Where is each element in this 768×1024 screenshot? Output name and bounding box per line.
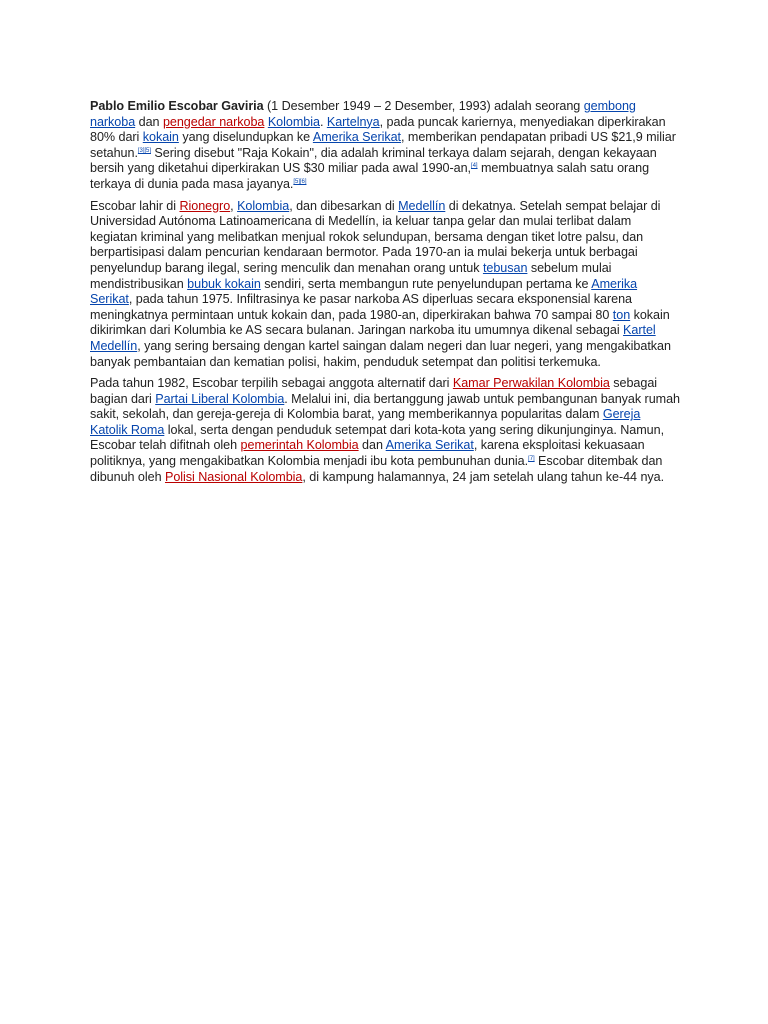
link-tebusan[interactable]: tebusan bbox=[482, 260, 528, 275]
link-ton[interactable]: ton bbox=[612, 307, 631, 322]
reference-marker bbox=[293, 179, 306, 185]
link-gembong-narkoba[interactable]: gembong narkoba bbox=[90, 99, 636, 129]
link-kolombia[interactable]: Kolombia bbox=[267, 114, 320, 129]
text: . bbox=[319, 114, 327, 129]
text: Escobar lahir di bbox=[90, 198, 180, 213]
paragraph-political-career bbox=[90, 376, 680, 485]
text: membuatnya salah satu orang terkaya di dunia pada masa jayanya. bbox=[90, 161, 650, 191]
text: , pada puncak kariernya, menyediakan diperkirakan 80% dari bbox=[90, 114, 666, 145]
text: di dekatnya. Setelah sempat belajar di Universidad Autónoma Latinoamericana di Medellín, ia keluar tanpa gelar dan mulai terlibat dalam kegiatan kriminal yang melibatkan menjual rokok selundupan, bersama dengan tiket lotre palsu, dan berpartisipasi dalam pencurian kendaraan bermotor. Pada 1970-an ia mulai bekerja untuk berbagai penyelundup barang ilegal, sering menculik dan menahan orang untuk bbox=[90, 198, 661, 275]
text: dan bbox=[135, 114, 163, 129]
paragraph-intro bbox=[90, 99, 680, 193]
link-partai-liberal-kolombia[interactable]: Partai Liberal Kolombia bbox=[155, 391, 285, 406]
text: yang diselundupkan ke bbox=[178, 130, 313, 145]
text: sendiri, serta membangun rute penyelundupan pertama ke bbox=[260, 276, 592, 291]
link-amerika-serikat[interactable]: Amerika Serikat bbox=[90, 276, 638, 307]
link-medellin[interactable]: Medellín bbox=[398, 198, 446, 213]
link-pengedar-narkoba[interactable]: pengedar narkoba bbox=[162, 114, 265, 129]
text: dan bbox=[358, 438, 386, 453]
link-bubuk-kokain[interactable]: bubuk kokain bbox=[187, 276, 261, 291]
text: , dan dibesarkan di bbox=[289, 198, 399, 213]
link-kartel-medellin[interactable]: Kartel Medellín bbox=[90, 323, 656, 353]
reference-link[interactable]: [4] bbox=[471, 163, 478, 170]
text: sebelum mulai mendistribusikan bbox=[90, 260, 612, 291]
reference-link[interactable]: [3][5] bbox=[137, 147, 151, 154]
link-amerika-serikat[interactable]: Amerika Serikat bbox=[312, 130, 402, 145]
link-kartelnya[interactable]: Kartelnya bbox=[326, 114, 380, 129]
paragraph-early-life bbox=[90, 199, 680, 371]
reference-marker bbox=[138, 148, 151, 154]
text: , memberikan pendapatan pribadi US $21,9 miliar setahun. bbox=[90, 130, 676, 160]
text: Sering disebut "Raja Kokain", dia adalah kriminal terkaya dalam sejarah, dengan kekayaan bersih yang diketahui diperkirakan US $30 miliar pada awal 1990-an, bbox=[90, 145, 657, 176]
text: kokain dikirimkan dari Kolumbia ke AS secara bulanan. Jaringan narkoba itu umumnya dikenal sebagai bbox=[90, 307, 670, 338]
link-kamar-perwakilan-kolombia[interactable]: Kamar Perwakilan Kolombia bbox=[452, 376, 610, 391]
text: Pada tahun 1982, Escobar terpilih sebagai anggota alternatif dari bbox=[90, 376, 453, 391]
reference-link[interactable]: [7] bbox=[528, 456, 535, 463]
text: , di kampung halamannya, 24 jam setelah ulang tahun ke-44 nya. bbox=[302, 469, 665, 484]
subject-name: Pablo Emilio Escobar Gaviria bbox=[90, 99, 264, 113]
link-amerika-serikat[interactable]: Amerika Serikat bbox=[385, 438, 474, 453]
reference-link[interactable]: [5][6] bbox=[293, 178, 307, 185]
text: , yang sering bersaing dengan kartel saingan dalam negeri dan luar negeri, yang mengakibatkan banyak pembantaian dan kematian polisi, hakim, penduduk setempat dan politisi terkemuka. bbox=[90, 338, 671, 369]
link-pemerintah-kolombia[interactable]: pemerintah Kolombia bbox=[240, 438, 359, 453]
text: . Melalui ini, dia bertanggung jawab untuk pembangunan banyak rumah sakit, sekolah, dan gereja-gereja di Kolombia barat, yang memberikannya popularitas dalam bbox=[90, 391, 681, 422]
link-rionegro[interactable]: Rionegro bbox=[179, 198, 231, 213]
text: , bbox=[230, 198, 238, 213]
text: sebagai bagian dari bbox=[90, 376, 658, 406]
link-polisi-nasional-kolombia[interactable]: Polisi Nasional Kolombia bbox=[164, 469, 303, 484]
link-kolombia[interactable]: Kolombia bbox=[237, 198, 290, 213]
article-body bbox=[90, 99, 680, 491]
text: , karena eksploitasi kekuasaan politiknya, yang mengakibatkan Kolombia menjadi ibu kota pembunuhan dunia. bbox=[90, 438, 645, 469]
text: Escobar ditembak dan dibunuh oleh bbox=[90, 454, 663, 484]
text: , pada tahun 1975. Infiltrasinya ke pasar narkoba AS diperluas secara eksponensial karena meningkatnya permintaan untuk kokain dan, pada 1980-an, diperkirakan bahwa 70 sampai 80 bbox=[90, 292, 632, 322]
text: lokal, serta dengan penduduk setempat dari kota-kota yang sering dikunjunginya. Namun, Escobar telah difitnah oleh bbox=[90, 422, 665, 453]
text: (1 Desember 1949 – 2 Desember, 1993) adalah seorang bbox=[263, 99, 584, 113]
link-gereja-katolik-roma[interactable]: Gereja Katolik Roma bbox=[90, 407, 641, 437]
link-kokain[interactable]: kokain bbox=[142, 130, 179, 145]
